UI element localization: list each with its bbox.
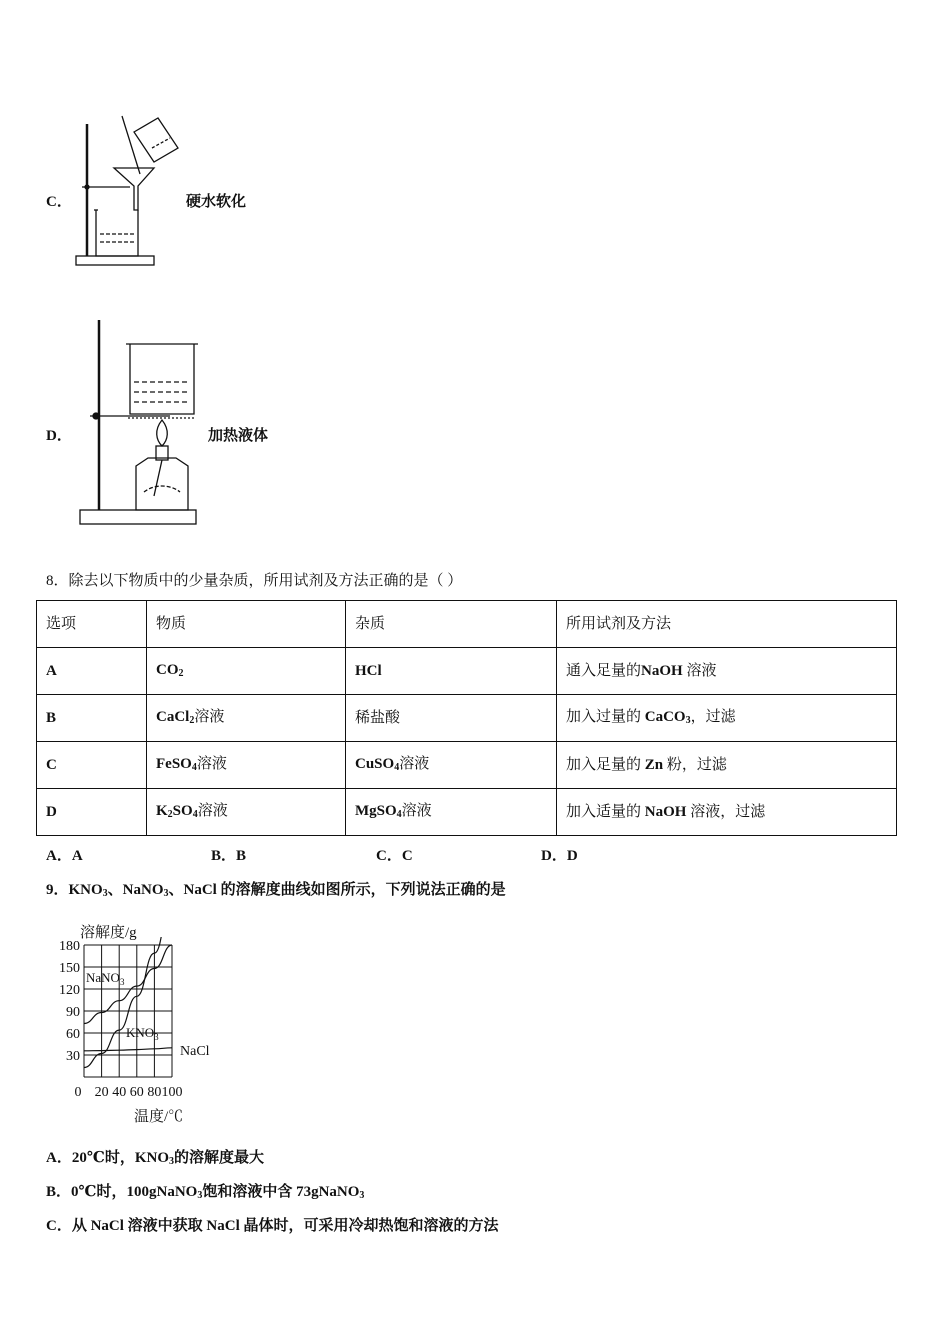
y-tick-label: 150: [59, 961, 80, 976]
table-row: [37, 648, 897, 695]
row-impurity: MgSO$_4$溶液: [346, 789, 557, 836]
row-option: A: [37, 648, 147, 695]
q8-table: [36, 600, 897, 836]
chart-ylabel: 溶解度/g: [80, 925, 137, 941]
curve-nacl: [84, 1048, 172, 1051]
q9-option-a: A．20℃时，$KNO_3$的溶解度最大: [46, 1150, 265, 1167]
table-row: [37, 742, 897, 789]
q9-stem: 9．$KNO_3$、NaNO$_3$、NaCl 的溶解度曲线如图所示，下列说法正确的是: [46, 882, 506, 899]
alcohol-lamp: [136, 458, 188, 510]
pouring-beaker: [134, 118, 178, 162]
label-nacl: NaCl: [180, 1044, 210, 1059]
funnel: [114, 168, 154, 210]
q8-answer-a: A．A: [46, 848, 83, 864]
label-nano3: NaNO$_3$: [86, 970, 125, 987]
heating-apparatus-diagram: [74, 316, 204, 528]
row-method: 加入适量的 NaOH 溶液，过滤: [557, 789, 897, 836]
q8-answer-b: B．B: [211, 848, 247, 864]
receiving-beaker: [96, 210, 138, 256]
row-method: 通入足量的NaOH 溶液: [557, 648, 897, 695]
row-method: 加入足量的 Zn 粉，过滤: [557, 742, 897, 789]
table-header-cell: 物质: [147, 601, 346, 648]
row-substance: $K_2SO_4$溶液: [147, 789, 346, 836]
row-impurity: CuSO$_4$溶液: [346, 742, 557, 789]
table-row: [37, 695, 897, 742]
x-tick-label: 60: [129, 1085, 144, 1100]
filtration-apparatus-diagram: [70, 110, 180, 270]
q8-answer-d: D．D: [541, 848, 578, 864]
q9-option-b: B．0℃时，100gNaNO$_3$饱和溶液中含 73gNaNO$_3$: [46, 1184, 365, 1201]
chart-x-ticks: [75, 1085, 183, 1100]
x-tick-label: 100: [161, 1085, 183, 1100]
table-header-cell: 选项: [37, 601, 147, 648]
row-substance: CaCl$_2$溶液: [147, 695, 346, 742]
table-header-cell: 杂质: [346, 601, 557, 648]
y-tick-label: 120: [59, 983, 80, 998]
chart-y-ticks: [59, 939, 80, 1064]
flame: [157, 420, 168, 446]
solubility-chart: [44, 918, 244, 1128]
q8-answer-c: C．C: [376, 848, 413, 864]
table-row: [37, 789, 897, 836]
row-option: B: [37, 695, 147, 742]
option-d-caption: 加热液体: [208, 428, 269, 444]
chart-xlabel: 温度/℃: [134, 1109, 184, 1125]
beaker: [130, 344, 194, 414]
x-tick-label: 0: [74, 1085, 82, 1100]
stand-base: [80, 510, 196, 524]
x-tick-label: 20: [94, 1085, 109, 1100]
row-option: C: [37, 742, 147, 789]
row-option: D: [37, 789, 147, 836]
y-tick-label: 180: [59, 939, 80, 954]
option-c-letter: C．: [46, 194, 72, 210]
q9-option-c: C．从 NaCl 溶液中获取 NaCl 晶体时，可采用冷却热饱和溶液的方法: [46, 1218, 499, 1234]
q8-stem: 8．除去以下物质中的少量杂质，所用试剂及方法正确的是（ ）: [46, 573, 463, 589]
glass-rod: [122, 116, 140, 174]
row-substance: FeSO$_4$溶液: [147, 742, 346, 789]
y-tick-label: 90: [66, 1005, 80, 1020]
x-tick-label: 80: [147, 1085, 162, 1100]
option-d-letter: D．: [46, 428, 72, 444]
y-tick-label: 30: [66, 1049, 80, 1064]
row-impurity: 稀盐酸: [346, 695, 557, 742]
row-substance: $CO_2$: [147, 648, 346, 695]
table-header-row: [37, 601, 897, 648]
label-kno3: $KNO_3$: [126, 1025, 159, 1042]
stand-base: [76, 256, 154, 265]
row-impurity: HCl: [346, 648, 557, 695]
table-header-cell: 所用试剂及方法: [557, 601, 897, 648]
row-method: 加入过量的 CaCO$_3$，过滤: [557, 695, 897, 742]
option-c-caption: 硬水软化: [186, 194, 247, 210]
x-tick-label: 40: [112, 1085, 127, 1100]
y-tick-label: 60: [66, 1027, 80, 1042]
